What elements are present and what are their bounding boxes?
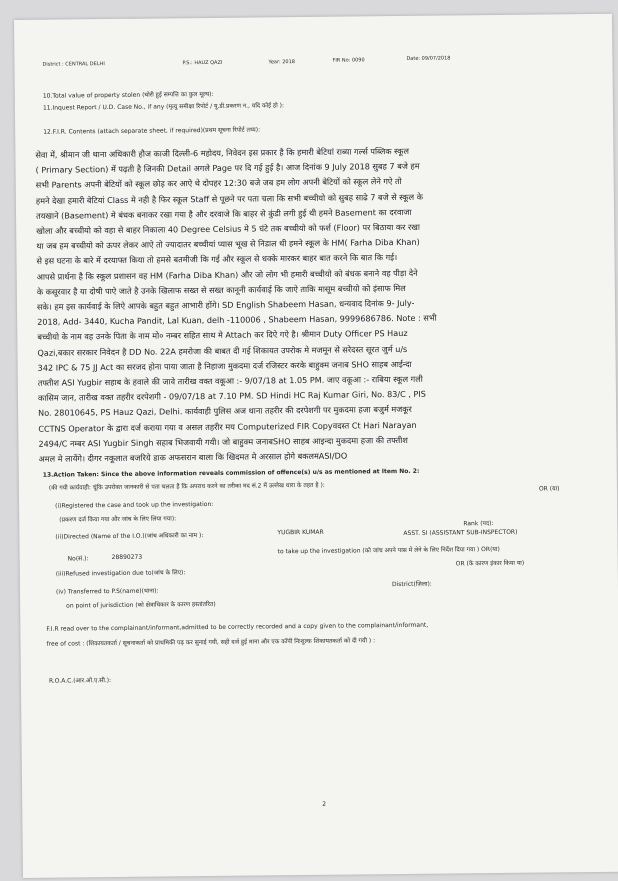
fir-line: तफ्तीश ASI Yugbir सहाब के हवाले की जावे तारीख वक्त वकूआ :- 9/07/18 at 1.05 PM. जाए वकूआ :- राबिया स्कूल गली [37, 373, 423, 388]
item-12-fir-contents-heading: 12.F.I.R. Contents (attach separate sheet, if required)(प्रथम सूचना रिपोर्ट तथ्य): [43, 126, 261, 136]
police-station-field: P.S.: HAUZ QAZI [182, 59, 223, 67]
fir-contents-body [35, 142, 598, 467]
fir-line: सेवा में, श्रीमान जी थाना अधिकारी हौज काजी दिल्ली-6 महोदय, निवेदन इस प्रकार है कि हमारी बेटियां राब्या गर्ल्स पब्लिक स्कूल [35, 145, 410, 160]
rank-label: Rank (पद): [463, 520, 494, 528]
date-field: Date: 09/07/2018 [406, 55, 451, 62]
fir-line: अमल मे लायेंगे। दीगर नकूलात बजरिये डाक अफसरान बाला कि खिदमत मे अरसाल होगे बकलमASI/DO [38, 450, 348, 464]
page-number: 2 [322, 800, 327, 808]
directed-io-label: (ii)Directed (Name of the I.O.)(जांच अधिकारी का नाम ): [55, 532, 204, 541]
registered-case-hindi: (प्रकरण दर्ज किया गया और जांच के लिए लिया गया): [59, 515, 177, 524]
fir-line: खोला और बच्चीयो को वहा से बाहर निकाला 40 Degree Celsius मे 5 घंटे तक बच्चीयो को फर्श (Floor) पर बिठाया कर रखा [36, 221, 421, 236]
fir-line: था जब हम बच्चीयो को ऊपर लेकर आऐ तो ज्यादातर बच्चीयां प्यास भूख से निडाल थी हमने स्कूल के HM( Farha Diba Khan) [36, 236, 420, 251]
io-number-label: No(सं.): [67, 555, 89, 563]
transferred-to-ps-label: (iv) Transferred to P.S(name)(थाना): [55, 587, 159, 596]
fir-line: सके। हम इस कार्यवाई के लिऐ आपके बहुत बहुत आभारी होंगे। SD English Shabeem Hasan, धन्यवाद दिनांक 9- July- [36, 297, 415, 312]
fir-line: CCTNS Operator के द्वारा दर्ज कराया गया व असल तहरीर मय Computerized FIR Copyवदस्त Ct Hari Narayan [38, 419, 417, 434]
district-field: District : CENTRAL DELHI [42, 61, 105, 68]
item-13-action-taken-heading: 13.Action Taken: Since the above information reveals commission of offence(s) u/s as mentioned at Item No. 2: [42, 467, 420, 479]
item-11-inquest-report: 11.Inquest Report / U.D. Case No., if any (मृत्यु समीक्षा रिपोर्ट / यू.डी.प्रकरण न., यदि कोई हो ): [42, 102, 285, 112]
fir-number-field: FIR No: 0090 [332, 57, 365, 64]
item-13-action-taken-hindi: (की गयी कार्यवाही: चूंकि उपरोक्त जानकारी से पता चलता है कि अपराध करने का तरीका मद सं.2 में उल्लेख धारा के तहत है ): [48, 481, 325, 492]
io-name-value: YUGBIR KUMAR [277, 528, 324, 537]
fir-read-over-text: F.I.R read over to the complainant/informant,admitted to be correctly recorded and a copy given to the complainant/informant, [46, 621, 429, 633]
fir-line: सभी Parents अपनी बेटियों को स्कूल छोड़ कर आऐ थे दोपहर 12:30 बजे जब हम लोग अपनी बेटियों को स्कूल लेने गऐ तो [35, 176, 402, 191]
item-10-property-value: 10.Total value of property stolen (चोरी हुई सम्पत्ति का कुल मूल्य): [42, 90, 214, 100]
fir-line: आपसे प्रार्थना है कि स्कूल प्रशासन वह HM (Farha Diba Khan) और जो लोग भी हमारी बच्चीयो को बंधक बनाने वह पीड़ा देने [36, 267, 418, 282]
fir-line: बच्चीयो के नाम वह उनके पिता के नाम मो० नम्बर सहित साथ मे Attach कर दिऐ गऐ है। श्रीमान Duty Officer PS Hauz [37, 328, 408, 343]
fir-line: हमने देखा हमारी बेटियां Class मे नही है फिर स्कूल Staff से पूछने पर पता चला कि सभी बच्चीयो को सुबह साढे 7 बजे से स्कूल के [35, 191, 423, 206]
fir-line: Qazi,बकार सरकार निवेदन है DD No. 22A हमरोजा की बाबत दी गई शिकायत उपरोक मे मजमून से सरेदस्त सूरत जुर्म u/s [37, 343, 408, 358]
fir-line: कासिम जान, तारीख वक्त तहरीर दरपेशगी - 09/07/18 at 7.10 PM. SD Hindi HC Raj Kumar Giri, No. 83/C , PIS [37, 388, 426, 404]
fir-line: से इस घटना के बारे में दरयाफ्त किया तो हमसे बतमीजी कि गई और स्कूल से धक्के मारकर बाहर बात करने कि बात कि गई। [36, 252, 398, 267]
or-label-1: OR (या) [538, 485, 560, 493]
refused-or-hindi: OR (के कारण इंकार किया या) [455, 559, 525, 568]
jurisdiction-text: on point of jurisdiction (को क्षेत्राधिकार के कारण हस्तांतरित) [66, 600, 216, 610]
io-number-value: 28890273 [111, 553, 143, 562]
fir-document-page [14, 14, 618, 878]
year-field: Year: 2018 [268, 59, 295, 66]
fir-line: तयखाने (Basement) मे बंधक बनाकर रखा गया है और दरवाजे कि बाहर से कुंडी लगी हुई थी हमने Basement का दरवाजा [35, 206, 412, 221]
fir-line: के कसूरवार है या दोषी पाऐ जाते है उनके खिलाफ सख्त से सख्त कानूनी कार्यवाई कि जाऐ ताकि मासूम बच्चीयो को इंसाफ मिल [36, 282, 406, 297]
fir-line: 2018, Add- 3440, Kucha Pandit, Lal Kuan, delh -110006 , Shabeem Hasan, 9999686786. Note : सभी [37, 312, 437, 328]
fir-line: No. 28010645, PS Hauz Qazi, Delhi. कार्यवाही पुलिस अज थाना तहरीर की दरपेशगी पर मुकदमा हजा बजुर्म मजकूर [38, 404, 412, 419]
district-label: District(ज़िला): [391, 580, 432, 589]
roac-label: R.O.A.C.(आर.ओ.ए.सी.): [48, 677, 112, 685]
fir-line: 2494/C नम्बर ASI Yugbir Singh सहाब भिजवायी गयी। जो बाहुक्म जनाबSHO साहब आइन्दा मुकदमा हजा की तफ्तीश [38, 434, 408, 449]
registered-case-option: (i)Registered the case and took up the investigation: [55, 500, 214, 510]
rank-value: ASST. SI (ASSISTANT SUB-INSPECTOR) [403, 528, 518, 537]
refused-investigation-label: (iii)Refused investigation due to(जांच के लिए): [55, 569, 186, 578]
fir-line: ( Primary Section) में पढ़ती है जिनकी Detail अगले Page पर दि गई हुई है। आज दिनांक 9 July 2018 सुबह 7 बजे हम [35, 160, 420, 175]
free-of-cost-text: free of cost : (शिकायतकर्ता / सूचनाकर्ता को प्राथमिकी पढ़ कर सुनाई गयी, सही दर्ज हुई माना और एक कॉपी निःशुल्क शिकायतकर्ता को दी गयी ) : [46, 637, 376, 648]
fir-line: 342 IPC & 75 JJ Act का सरजद होना पाया जाता है निहाजा मुकदमा दर्ज रजिस्टर करके बाहुक्म जनाब SHO साहब आईन्दा [37, 358, 412, 373]
take-up-investigation-text: to take up the investigation (को जांच अपने पास में लेने के लिए निर्देश दिया गया ) OR(या) [277, 545, 500, 556]
